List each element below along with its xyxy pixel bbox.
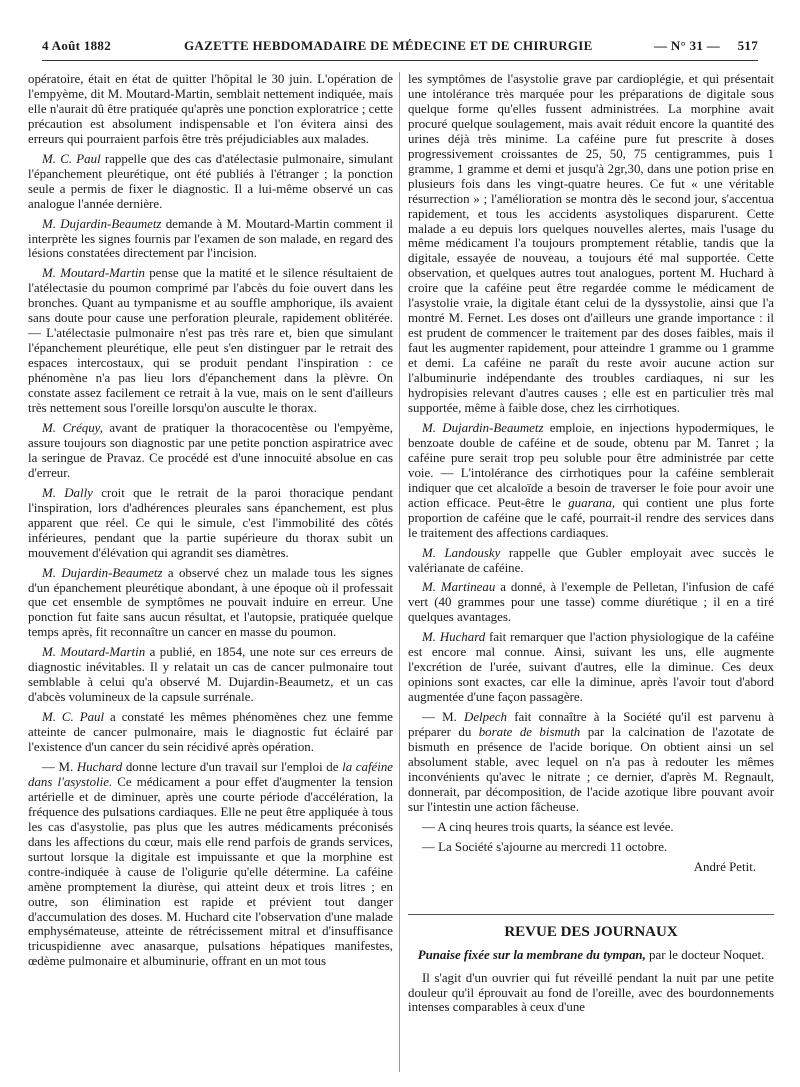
paragraph: M. Dally croit que le retrait de la paroi thoracique pendant l'inspiration, lors d'adhérences pleurales sans épanchement, est plus apparent que réel. Ce qui le simule, c'est l'immobilité des côtés inférieures, pendant que la partie supérieure du thorax subit un mouvement d'élévation qui agrandit ses diamètres. — [28, 485, 394, 560]
paragraph: — La Société s'ajourne au mercredi 11 octobre. — [422, 839, 668, 854]
page-number: 517 — [737, 38, 758, 53]
paragraph: M. C. Paul rappelle que des cas d'atélectasie pulmonaire, simulant l'épanchement pleurétique, ont été publiés à l'étranger ; la ponction seule a permis de fixer le diagnostic. Il a lui-même observé un cas analogue l'année dernière. — [28, 151, 394, 211]
right-column — [408, 72, 774, 1020]
paragraph: M. Martineau a donné, à l'exemple de Pelletan, l'infusion de café vert (40 grammes pour une tasse) comme diurétique ; il en a tiré quelques avantages. — [408, 580, 775, 625]
spacer — [408, 880, 774, 910]
paragraph: M. Créquy, avant de pratiquer la thoracocentèse ou l'empyème, assure toujours son diagnostic par une petite ponction aspiratrice avec la seringue de Pravaz. Ce procédé est d'une innocuité absolue en cas d'erreur. — [28, 420, 393, 480]
paragraph: M. Dujardin-Beaumetz a observé chez un malade tous les signes d'un épanchement pleurétique abondant, à une époque où il professait que cet ensemble de symptômes ne pouvait induire en erreur. Une ponction fut faite sans aucun résultat, et l'autopsie, pratiquée quelque temps après, fit reconnaître un cancer en masse du poumon. — [28, 565, 393, 640]
paragraph: — M. Huchard donne lecture d'un travail sur l'emploi de la caféine dans l'asystolie. Ce médicament a pour effet d'augmenter la tension artérielle et de diminuer, après une courte période d'accélération, la fréquence des pulsations cardiaques. Elle ne peut être appliquée à tous les cas d'asystolie, pas plus que les autres médicaments préconisés dans les affections du cœur, mais elle rend parfois de grands services, surtout lorsque la digitale est impuissante et que la morphine est contre-indiquée à cause de l'oligurie qu'elle détermine. La caféine amène promptement la diurèse, qui atteint deux et trois litres ; en outre, son élimination est rapide et prévient tout danger d'accumulation des doses. M. Huchard cite l'observation d'une malade emphysémateuse, atteinte de rétrécissement mitral et d'insuffisance tricuspidienne avec anasarque, pulsations hépatiques manifestes, œdème pulmonaire et albuminurie, offrant en un mot tous — [28, 759, 394, 969]
paragraph: M. Dujardin-Beaumetz demande à M. Moutard-Martin comment il interprète les signes fournis par l'examen de son malade, en regard des lésions constatées directement par l'incision. — [28, 216, 393, 261]
header-date: 4 Août 1882 — [42, 38, 112, 53]
page-header — [42, 38, 758, 56]
paragraph: M. Moutard-Martin pense que la matité et le silence résultaient de l'atélectasie du poumon comprimé par l'abcès du foie ouvert dans les bronches. Quant au tympanisme et au souffle amphorique, ils avaient sans doute pour cause une perforation pleurale, rapidement oblitérée. — L'atélectasie pulmonaire n'est pas très rare et, bien que simulant l'épanchement pleurétique, elle peut s'en distinguer par le retrait des espaces intercostaux, qui se produit pendant l'inspiration : ce phénomène n'a pas lieu lors d'épanchement dans la plèvre. On constate assez facilement ce retrait à la vue, mais on le sent d'ailleurs très nettement sous l'oreille lorsqu'on ausculte le thorax. — [28, 266, 393, 416]
header-rule — [42, 60, 758, 61]
paragraph: les symptômes de l'asystolie grave par cardioplégie, et qui présentait une intolérance très marquée pour les préparations de digitale sous quelque forme qu'elles fussent administrées. La morphine avait procuré quelque soulagement, mais avait réduit encore la quantité des urines déjà très minime. La caféine pure fut prescrite à doses progressivement croissantes de 25, 50, 75 centigrammes, puis 1 gramme, 1 gramme et demi et jusqu'à 2gr,30, dans une potion prise en plusieurs fois dans les vingt-quatre heures. Ce fut « une véritable résurrection » ; l'amélioration se montra dès le second jour, s'accentua rapidement, et tous les accidents asystoliques disparurent. Cette malade a eu depuis lors quelques nouvelles alertes, mais l'usage du même médicament l'a toujours promptement rétablie, tandis que la digitale, essayée de nouveau, a toujours été mal supportée. Cette observation, et quelques autres tout analogues, portent M. Huchard à croire que la caféine peut être regardée comme le médicament de l'asystolie vraie, la digitale étant celui de la dyssystolie, ainsi que l'a montré M. Fernet. Les doses ont d'ailleurs une grande importance : il est prudent de commencer le traitement par des doses faibles, mais il faut les augmenter rapidement, pour atteindre 1 gramme ou 1 gramme et demi. La caféine ne paraît du reste avoir aucune action sur l'albuminurie indépendante des troubles cardiaques, ni sur les hydropisies relevant d'autres causes ; elle est en particulier très mal supportée, même à faible dose, chez les cirrhotiques. — [408, 72, 774, 415]
paragraph: M. Huchard fait remarquer que l'action physiologique de la caféine est encore mal connue. Ainsi, suivant les uns, elle augmente l'excrétion de l'urée, suivant d'autres, elle la diminue. Ces deux opinions sont exactes, car elle la diminue, après l'avoir tout d'abord augmentée d'une façon passagère. — [408, 630, 774, 705]
signature: André Petit. — [693, 859, 756, 874]
paragraph: Il s'agit d'un ouvrier qui fut réveillé pendant la nuit par une petite douleur qu'il éprouvait au fond de l'oreille, avec des bourdonnements intenses comparables à ceux d'une — [408, 970, 774, 1015]
article-title: Punaise fixée sur la membrane du tympan, par le docteur Noquet. — [417, 947, 765, 962]
paragraph: — M. Delpech fait connaître à la Société qu'il est parvenu à préparer du borate de bismuth par la calcination de l'azotate de bismuth en présence de l'acide borique. On obtient ainsi un sel absolument stable, avec lequel on n'a pas à redouter les mêmes inconvénients qu'avec le nitrate ; ce dernier, d'après M. Regnault, donnerait, par décomposition, de l'acide azotique libre pouvant avoir sur l'intestin une action fâcheuse. — [408, 710, 774, 814]
paragraph: — A cinq heures trois quarts, la séance est levée. — [422, 819, 674, 834]
journal-title: GAZETTE HEBDOMADAIRE DE MÉDECINE ET DE CHIRURGIE — [184, 38, 593, 53]
paragraph: M. Moutard-Martin a publié, en 1854, une note sur ces erreurs de diagnostic inévitables. Il y relatait un cas de cancer pulmonaire tout semblable à celui qu'a observé M. Dujardin-Beaumetz, et un cas d'abcès volumineux de la capsule surrénale. — [28, 645, 393, 705]
column-divider — [399, 72, 400, 1072]
paragraph: M. Landousky rappelle que Gubler employait avec succès le valérianate de caféine. — [408, 545, 774, 575]
section-title: REVUE DES JOURNAUX — [408, 914, 774, 940]
paragraph: opératoire, était en état de quitter l'hôpital le 30 juin. L'opération de l'empyème, dit M. Moutard-Martin, semblait nettement indiquée, mais elle n'aurait dû être pratiquée qu'après une ponction exploratrice ; cette précaution est absolument indispensable et l'on évitera ainsi des erreurs qui pourraient parfois être très préjudiciables aux malades. — [28, 72, 393, 146]
paragraph: M. Dujardin-Beaumetz emploie, en injections hypodermiques, le benzoate double de caféine et de soude, obtenu par M. Tanret ; la caféine pure serait trop peu soluble pour être administrée par cette voie. — L'intolérance des cirrhotiques pour la caféine semblerait indiquer que cet alcaloïde a besoin de traverser le foie pour avoir une action efficace. Peut-être le guarana, qui contient une plus forte proportion de caféine que le café, pourrait-il rendre des services dans le traitement des affections cardiaques. — [408, 420, 775, 540]
issue-number: — N° 31 — — [654, 38, 721, 53]
left-column — [28, 72, 393, 974]
paragraph: M. C. Paul a constaté les mêmes phénomènes chez une femme atteinte de cancer pulmonaire, mais le diagnostic fut éclairé par l'existence d'un cancer du sein récidivé après opération. — [28, 710, 394, 755]
